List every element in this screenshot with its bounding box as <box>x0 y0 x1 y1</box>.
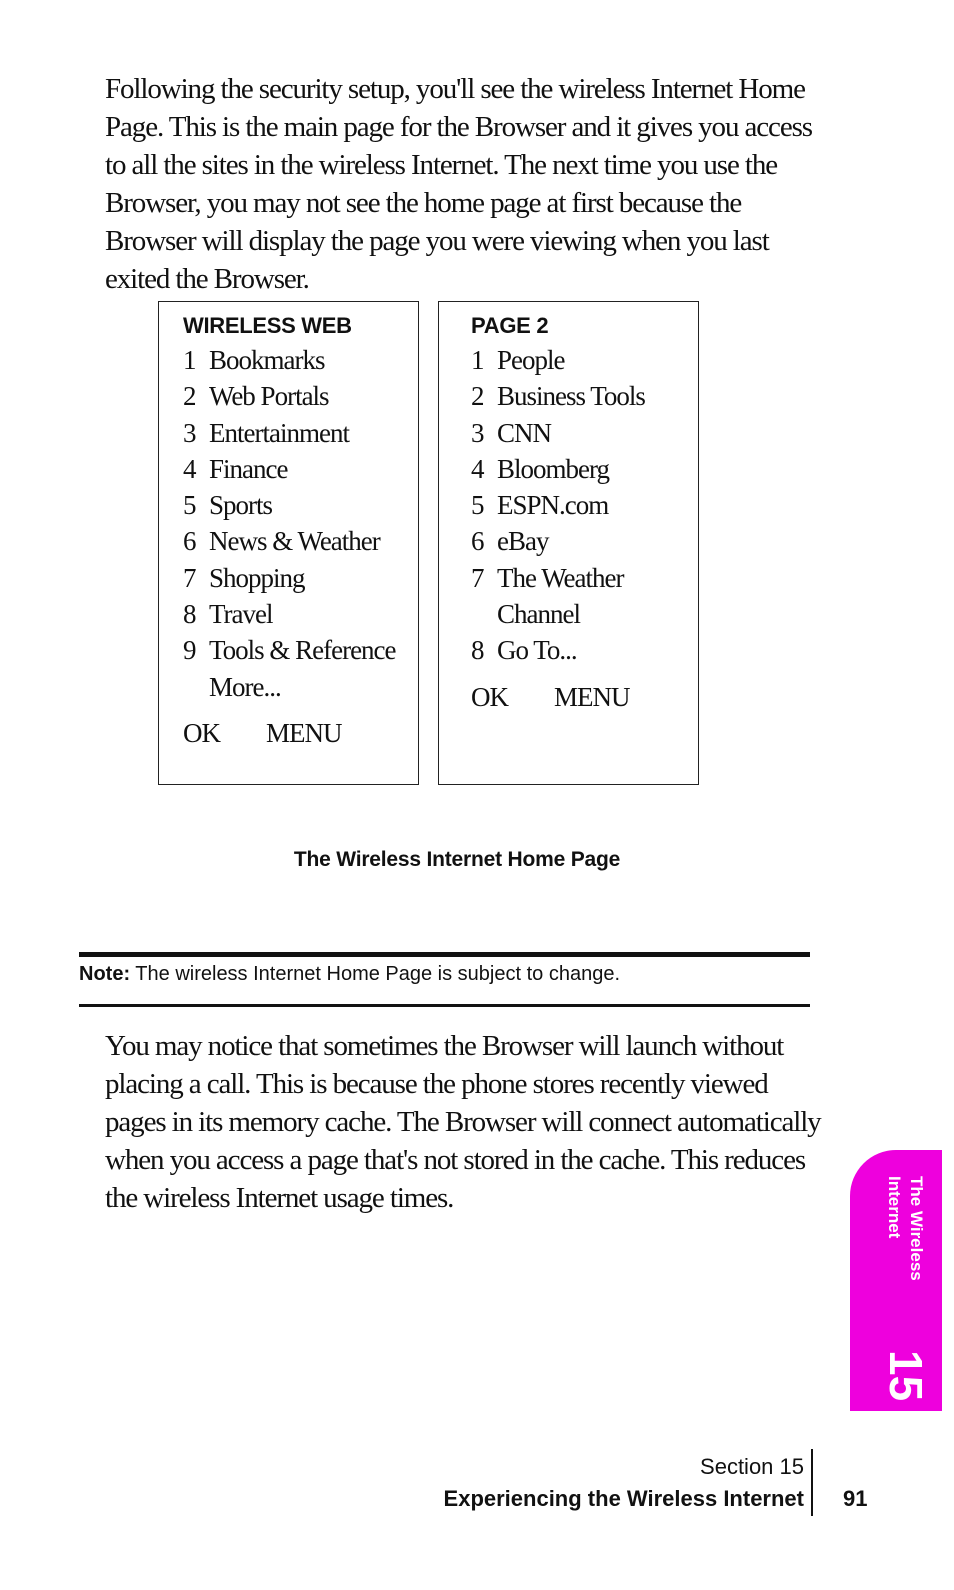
menu-item-number: 6 <box>183 526 196 557</box>
menu-item-label: The Weather Channel <box>497 562 624 630</box>
menu-item-travel[interactable] <box>183 596 418 632</box>
softkey-menu[interactable]: MENU <box>554 681 630 712</box>
menu-item-espn[interactable] <box>471 487 698 523</box>
menu-item-label: Travel <box>209 599 273 630</box>
menu-item-business-tools[interactable] <box>471 378 698 414</box>
note-label: Note: <box>79 963 131 985</box>
page-number: 91 <box>843 1486 868 1511</box>
menu-item-number: 4 <box>471 453 484 484</box>
menu-item-cnn[interactable] <box>471 415 698 451</box>
menu-item-weather-channel[interactable] <box>471 560 698 633</box>
menu-item-web-portals[interactable] <box>183 378 418 414</box>
menu-item-number: 4 <box>183 453 196 484</box>
menu-item-number: 1 <box>471 345 484 375</box>
menu-item-label: Sports <box>209 490 273 521</box>
menu-item-finance[interactable] <box>183 451 418 487</box>
menu-item-label: ESPN.com <box>497 490 609 521</box>
menu-item-label: Entertainment <box>209 417 349 448</box>
menu-item-label: Tools & Reference <box>209 635 396 666</box>
note-text: The wireless Internet Home Page is subject to change. <box>130 963 621 985</box>
menu-list <box>471 342 698 669</box>
menu-item-label: Bookmarks <box>209 345 325 375</box>
menu-item-news-weather[interactable] <box>183 523 418 559</box>
menu-item-label: Bloomberg <box>497 453 609 484</box>
side-tab-label-line2: Internet <box>885 1176 904 1239</box>
softkey-bar <box>471 679 698 715</box>
side-tab-label-line1: The Wireless <box>907 1176 926 1281</box>
menu-item-label: People <box>497 345 565 375</box>
softkey-menu[interactable]: MENU <box>266 717 342 748</box>
menu-item-label: eBay <box>497 526 549 557</box>
menu-item-entertainment[interactable] <box>183 415 418 451</box>
menu-item-number: 5 <box>183 490 196 521</box>
side-tab-label <box>875 1176 927 1306</box>
menu-item-number: 6 <box>471 526 484 557</box>
softkey-ok[interactable]: OK <box>471 681 508 712</box>
menu-item-label: Web Portals <box>209 381 329 412</box>
menu-item-number: 3 <box>471 417 484 448</box>
softkey-bar <box>183 715 418 751</box>
menu-item-number: 8 <box>183 599 196 630</box>
menu-item-number: 2 <box>183 381 196 412</box>
menu-item-go-to[interactable] <box>471 632 698 668</box>
menu-item-number: 1 <box>183 345 196 375</box>
menu-item-bloomberg[interactable] <box>471 451 698 487</box>
menu-item-label: News & Weather <box>209 526 380 557</box>
menu-item-number: 7 <box>183 562 196 593</box>
menu-item-label: Go To... <box>497 635 577 666</box>
menu-list <box>183 342 418 669</box>
menu-item-ebay[interactable] <box>471 523 698 559</box>
menu-item-label: CNN <box>497 417 552 448</box>
menu-item-bookmarks[interactable] <box>183 342 418 378</box>
menu-item-label: Shopping <box>209 562 305 593</box>
softkey-ok[interactable]: OK <box>183 717 220 748</box>
figure-caption: The Wireless Internet Home Page <box>293 848 621 871</box>
menu-item-more[interactable]: More... <box>209 671 281 702</box>
menu-item-number: 9 <box>183 635 196 666</box>
footer-chapter-title: Experiencing the Wireless Internet <box>443 1486 804 1511</box>
menu-item-number: 8 <box>471 635 484 666</box>
note-bottom-rule <box>79 1004 810 1007</box>
menu-item-label: Finance <box>209 453 288 484</box>
menu-item-number: 7 <box>471 562 484 593</box>
menu-item-label: Business Tools <box>497 381 645 412</box>
note-box <box>79 960 810 988</box>
menu-item-people[interactable] <box>471 342 698 378</box>
intro-paragraph: Following the security setup, you'll see the wireless Internet Home Page. This is the main page for the Browser and it gives you access to all the sites in the wireless Internet. The next time you use the Browser, you may not see the home page at first because the Browser will display the page you were viewing when you last exited the Browser. <box>105 73 812 295</box>
footer-divider <box>811 1449 813 1516</box>
menu-item-number: 5 <box>471 490 484 521</box>
menu-item-number: 2 <box>471 381 484 412</box>
screen-title: WIRELESS WEB <box>183 313 352 338</box>
screen-title: PAGE 2 <box>471 313 549 338</box>
menu-item-tools-reference[interactable] <box>183 632 418 668</box>
note-top-rule <box>79 952 810 957</box>
menu-item-number: 3 <box>183 417 196 448</box>
menu-item-shopping[interactable] <box>183 560 418 596</box>
side-tab-number: 15 <box>880 1350 932 1402</box>
body-paragraph: You may notice that sometimes the Browser will launch without placing a call. This is because the phone stores recently viewed pages in its memory cache. The Browser will connect automatically when you access a page that's not stored in the cache. This reduces the wireless Internet usage times. <box>105 1030 821 1214</box>
phone-screen-page-2 <box>438 301 699 785</box>
phone-screen-wireless-web <box>158 301 419 785</box>
footer-section-label: Section 15 <box>700 1454 804 1479</box>
menu-item-sports[interactable] <box>183 487 418 523</box>
